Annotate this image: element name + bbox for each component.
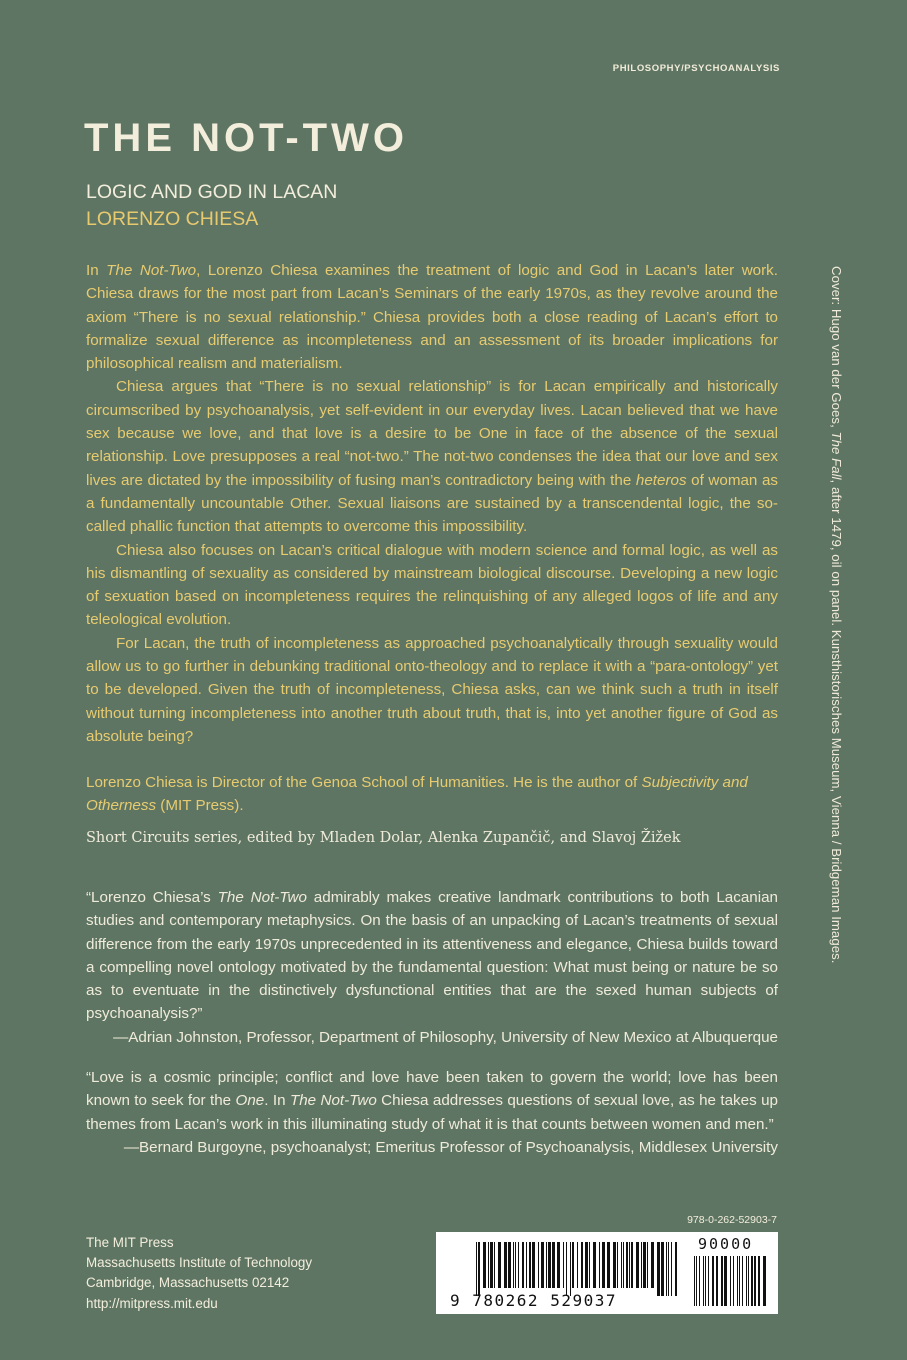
text-run: “Love is a cosmic principle; conflict and love have been taken to govern the world; love has been known to seek for the — [86, 1069, 778, 1110]
barcode-bar — [746, 1256, 747, 1306]
publisher-institution: Massachusetts Institute of Technology — [86, 1255, 313, 1271]
description-paragraph-3: Chiesa also focuses on Lacan’s critical dialogue with modern science and formal logic, as well as his dismantling of sexuality as considered by mainstream biological discourse. Developing a new logic of sexuation based on incompleteness requires the relinquishing of any alleged logos of life and any teleological evolution. — [86, 541, 778, 629]
barcode-bar — [488, 1242, 489, 1288]
barcode-bar — [675, 1242, 677, 1296]
barcode-bar — [494, 1242, 495, 1288]
barcode-bar — [651, 1242, 654, 1288]
barcode — [436, 1232, 778, 1314]
barcode-bar — [631, 1242, 633, 1288]
barcode-bar — [666, 1242, 667, 1296]
text-run: The Not-Two — [289, 1092, 377, 1110]
price-code: 90000 — [698, 1235, 754, 1253]
series-note: Short Circuits series, edited by Mladen Dolar, Alenka Zupančič, and Slavoj Žižek — [86, 830, 681, 846]
endorsement-attribution: —Bernard Burgoyne, psychoanalyst; Emeritus Professor of Psychoanalysis, Middlesex University — [123, 1138, 778, 1156]
text-run: heteros — [635, 471, 687, 489]
barcode-bar — [532, 1242, 535, 1288]
barcode-bar — [643, 1242, 646, 1288]
barcode-digits: 9 780262 529037 — [450, 1291, 617, 1310]
endorsement-attribution: —Adrian Johnston, Professor, Department of Philosophy, University of New Mexico at Albuquerque — [113, 1028, 778, 1046]
barcode-bar — [607, 1242, 610, 1288]
barcode-bar — [716, 1256, 718, 1306]
barcode-bar — [739, 1256, 740, 1306]
barcode-bar — [621, 1242, 622, 1288]
barcode-bar — [721, 1256, 723, 1306]
barcode-bar — [629, 1242, 630, 1288]
text-run: One — [235, 1092, 265, 1110]
barcode-bar — [490, 1242, 493, 1288]
barcode-bar — [733, 1256, 734, 1306]
barcode-bar — [518, 1242, 519, 1288]
barcode-bar — [617, 1242, 618, 1288]
barcode-bar — [705, 1256, 706, 1306]
barcode-bar — [526, 1242, 527, 1288]
publisher-url: http://mitpress.mit.edu — [86, 1295, 218, 1311]
barcode-bar — [699, 1256, 700, 1306]
barcode-bar — [641, 1242, 642, 1288]
endorsement-1 — [86, 886, 778, 1049]
barcode-bar — [552, 1242, 555, 1288]
barcode-bar — [546, 1242, 547, 1288]
barcode-bar — [478, 1242, 480, 1296]
text-run: of woman as a fundamentally uncountable Other. Sexual liaisons are sustained by a transcendental logic, the so-called phallic function that attempts to overcome this impossibility. — [86, 471, 778, 536]
barcode-bar — [538, 1242, 539, 1288]
text-run: Lorenzo Chiesa is Director of the Genoa School of Humanities. He is the author of — [86, 774, 642, 791]
barcode-bar — [696, 1256, 697, 1306]
text-run: Cover: Hugo van der Goes, — [829, 266, 844, 432]
barcode-bar — [668, 1242, 669, 1296]
cover-credit — [829, 266, 844, 963]
publisher-info — [86, 1233, 312, 1314]
text-run: Chiesa addresses questions of sexual love, as he takes up themes from Lacan’s work in this illuminating study of what it is that counts between women and men.” — [86, 1092, 778, 1133]
barcode-bar — [626, 1242, 628, 1288]
barcode-bar — [754, 1256, 756, 1306]
barcode-bar — [751, 1256, 753, 1306]
barcode-bar — [589, 1242, 590, 1288]
barcode-bar — [748, 1256, 749, 1306]
text-run: Chiesa argues that “There is no sexual relationship” is for Lacan empirically and historically circumscribed by psychoanalysis, yet self-evident in our everyday lives. Lacan believed that we have sex because we love, and that love is a desire to be One in face of the absence of the sexual relationship. Love presupposes a real “not-two.” The not-two condenses the idea that our love and sex lives are dictated by the impossibility of fusing man’s contradictory being with the — [86, 378, 778, 489]
barcode-bar — [577, 1242, 578, 1288]
barcode-bar — [623, 1242, 624, 1288]
barcode-bar — [636, 1242, 639, 1288]
barcode-bar — [647, 1242, 648, 1288]
text-run: , after 1479, oil on panel. Kunsthistorisches Museum, Vienna / Bridgeman Images. — [829, 479, 844, 964]
text-run: Subjectivity and Otherness — [86, 774, 748, 815]
book-title: THE NOT-TWO — [84, 116, 408, 160]
barcode-bar — [613, 1242, 616, 1288]
text-run: The Fall — [829, 431, 844, 480]
text-run: , Lorenzo Chiesa examines the treatment of logic and God in Lacan’s later work. Chiesa draws for the most part from Lacan’s Seminars of the early 1970s, as they revolve around the axiom “There is no sexual relationship.” Chiesa provides both a close reading of Lacan’s effort to formalize sexual difference as incompleteness and an assessment of its broader implications for philosophical realism and materialism. — [86, 262, 778, 373]
barcode-bar — [498, 1242, 501, 1288]
barcode-bar — [522, 1242, 524, 1288]
text-run: . In — [264, 1092, 290, 1110]
barcode-bar — [508, 1242, 511, 1288]
category-label: PHILOSOPHY/PSYCHOANALYSIS — [612, 63, 780, 74]
barcode-bar — [724, 1256, 727, 1306]
barcode-bar — [742, 1256, 743, 1306]
description-paragraph-2 — [86, 375, 778, 538]
barcode-bar — [602, 1242, 605, 1288]
publisher-address: Cambridge, Massachusetts 02142 — [86, 1275, 290, 1291]
barcode-bar — [548, 1242, 551, 1288]
barcode-bar — [694, 1256, 695, 1306]
book-author: LORENZO CHIESA — [86, 208, 259, 230]
barcode-bar — [657, 1242, 660, 1296]
barcode-bar — [703, 1256, 704, 1306]
text-run: “Lorenzo Chiesa’s — [86, 889, 218, 906]
barcode-bar — [541, 1242, 544, 1288]
barcode-bar — [758, 1256, 760, 1306]
barcode-bar — [557, 1242, 560, 1288]
text-run: The Not-Two — [217, 889, 307, 906]
text-run: The Not-Two — [106, 262, 197, 279]
description — [86, 259, 778, 748]
author-bio — [86, 771, 778, 818]
barcode-bar — [708, 1256, 709, 1306]
endorsement-2 — [86, 1066, 778, 1159]
barcode-bar — [529, 1242, 531, 1288]
description-paragraph-4: For Lacan, the truth of incompleteness as approached psychoanalytically through sexuality would allow us to go further in debunking traditional onto-theology and to replace it with a “para-ontology” yet to be developed. Given the truth of incompleteness, Chiesa asks, can we think such a truth in itself without turning incompleteness into another truth about truth, that is, into yet another figure of God as absolute being? — [86, 634, 778, 745]
barcode-bar — [599, 1242, 600, 1288]
description-paragraph-1 — [86, 259, 778, 375]
barcode-bar — [671, 1242, 672, 1296]
barcode-bar — [730, 1256, 731, 1306]
text-run: admirably makes creative landmark contributions to both Lacanian studies and contemporary metaphysics. On the basis of an unpacking of Lacan’s treatments of sexual difference from the early 1970s unprecedented in its attentiveness and elegance, Chiesa builds toward a compelling novel ontology motivated by the fundamental question: What must being or nature be so as to eventuate in the distinctively dysfunctional entities that are the sexed human subjects of psychoanalysis?” — [86, 889, 779, 1023]
barcode-bar — [476, 1242, 477, 1296]
barcode-bar — [585, 1242, 588, 1288]
barcode-bar — [581, 1242, 583, 1288]
barcode-bar — [504, 1242, 507, 1288]
barcode-bar — [572, 1242, 574, 1288]
endorsement-text — [86, 886, 778, 1026]
barcode-bar — [513, 1242, 514, 1288]
barcode-bar — [737, 1256, 738, 1306]
endorsement-text — [86, 1066, 778, 1136]
barcode-bar — [763, 1256, 766, 1306]
isbn-label: 978-0-262-52903-7 — [687, 1214, 777, 1226]
barcode-bar — [570, 1242, 571, 1296]
barcode-bar — [563, 1242, 564, 1288]
barcode-bar — [661, 1242, 664, 1296]
barcode-bar — [593, 1242, 596, 1288]
barcode-bar — [566, 1242, 567, 1296]
barcode-bar — [712, 1256, 714, 1306]
book-subtitle: LOGIC AND GOD IN LACAN — [86, 181, 338, 203]
text-run: In — [86, 262, 107, 279]
publisher-name: The MIT Press — [86, 1235, 174, 1250]
barcode-bar — [515, 1242, 516, 1288]
text-run: (MIT Press). — [156, 797, 244, 815]
barcode-bar — [483, 1242, 486, 1288]
